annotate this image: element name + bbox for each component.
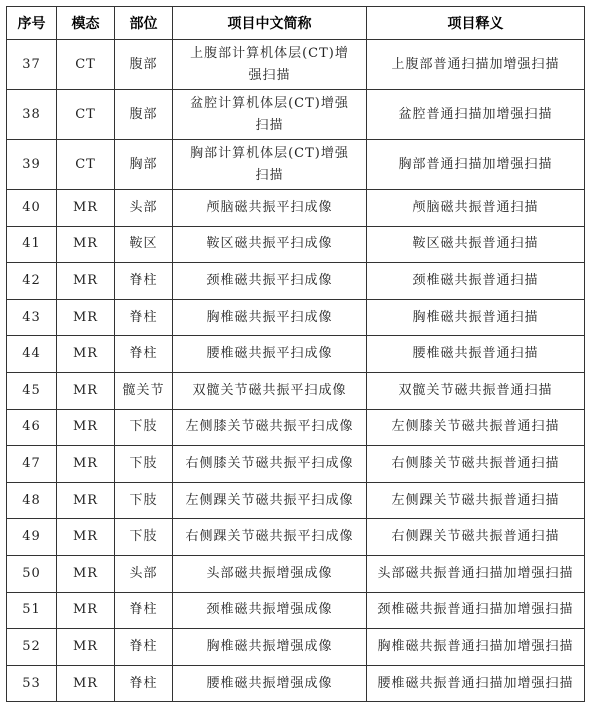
- table-row: [7, 299, 585, 336]
- cell-desc: 腰椎磁共振普通扫描加增强扫描: [367, 665, 585, 702]
- cell-desc: 右侧膝关节磁共振普通扫描: [367, 446, 585, 483]
- cell-no: 51: [7, 592, 57, 629]
- table-row: [7, 665, 585, 702]
- cell-part: 头部: [115, 190, 173, 227]
- cell-name: [173, 90, 367, 140]
- table-row: [7, 482, 585, 519]
- cell-no: 48: [7, 482, 57, 519]
- cell-name: 腰椎磁共振增强成像: [173, 665, 367, 702]
- cell-desc: 左侧踝关节磁共振普通扫描: [367, 482, 585, 519]
- cell-desc: 胸椎磁共振普通扫描: [367, 299, 585, 336]
- table-row: [7, 629, 585, 666]
- table-row: [7, 40, 585, 90]
- cell-no: 42: [7, 263, 57, 300]
- cell-name: 颈椎磁共振平扫成像: [173, 263, 367, 300]
- cell-name: 颈椎磁共振增强成像: [173, 592, 367, 629]
- cell-name: [173, 140, 367, 190]
- cell-name: 胸椎磁共振平扫成像: [173, 299, 367, 336]
- cell-part: 下肢: [115, 409, 173, 446]
- cell-desc: 腰椎磁共振普通扫描: [367, 336, 585, 373]
- cell-part: 鞍区: [115, 226, 173, 263]
- cell-name: 头部磁共振增强成像: [173, 555, 367, 592]
- exam-items-table: [6, 6, 585, 702]
- cell-part: 脊柱: [115, 299, 173, 336]
- cell-part: 腹部: [115, 90, 173, 140]
- cell-part: 下肢: [115, 482, 173, 519]
- cell-part: 腹部: [115, 40, 173, 90]
- cell-modality: MR: [57, 336, 115, 373]
- cell-name-text: 上腹部计算机体层(CT)增强扫描: [190, 45, 349, 83]
- cell-modality: MR: [57, 372, 115, 409]
- table-row: [7, 140, 585, 190]
- cell-part: 头部: [115, 555, 173, 592]
- table-row: [7, 446, 585, 483]
- cell-part: 脊柱: [115, 629, 173, 666]
- cell-no: 49: [7, 519, 57, 556]
- cell-desc: 颈椎磁共振普通扫描加增强扫描: [367, 592, 585, 629]
- cell-desc: 胸部普通扫描加增强扫描: [367, 140, 585, 190]
- table-row: [7, 90, 585, 140]
- cell-name: 左侧踝关节磁共振平扫成像: [173, 482, 367, 519]
- cell-modality: MR: [57, 190, 115, 227]
- table-row: [7, 336, 585, 373]
- cell-no: 50: [7, 555, 57, 592]
- cell-name: 颅脑磁共振平扫成像: [173, 190, 367, 227]
- cell-desc: 左侧膝关节磁共振普通扫描: [367, 409, 585, 446]
- cell-desc: 上腹部普通扫描加增强扫描: [367, 40, 585, 90]
- cell-desc: 颅脑磁共振普通扫描: [367, 190, 585, 227]
- cell-modality: MR: [57, 519, 115, 556]
- cell-part: 脊柱: [115, 592, 173, 629]
- header-row: [7, 7, 585, 40]
- cell-desc: 头部磁共振普通扫描加增强扫描: [367, 555, 585, 592]
- cell-desc: 颈椎磁共振普通扫描: [367, 263, 585, 300]
- cell-modality: MR: [57, 592, 115, 629]
- cell-name-text: 盆腔计算机体层(CT)增强扫描: [190, 95, 349, 133]
- cell-part: 髋关节: [115, 372, 173, 409]
- cell-modality: MR: [57, 446, 115, 483]
- cell-no: 38: [7, 90, 57, 140]
- cell-modality: MR: [57, 482, 115, 519]
- cell-modality: MR: [57, 299, 115, 336]
- cell-modality: MR: [57, 665, 115, 702]
- cell-no: 44: [7, 336, 57, 373]
- cell-part: 下肢: [115, 446, 173, 483]
- cell-part: 脊柱: [115, 665, 173, 702]
- cell-no: 53: [7, 665, 57, 702]
- table-row: [7, 409, 585, 446]
- cell-no: 39: [7, 140, 57, 190]
- cell-desc: 右侧踝关节磁共振普通扫描: [367, 519, 585, 556]
- table-row: [7, 592, 585, 629]
- cell-no: 46: [7, 409, 57, 446]
- table-row: [7, 263, 585, 300]
- cell-modality: CT: [57, 40, 115, 90]
- header-desc: 项目释义: [367, 7, 585, 40]
- table-row: [7, 555, 585, 592]
- cell-name: 腰椎磁共振平扫成像: [173, 336, 367, 373]
- header-name: 项目中文简称: [173, 7, 367, 40]
- cell-part: 脊柱: [115, 336, 173, 373]
- table-row: [7, 372, 585, 409]
- cell-desc: 胸椎磁共振普通扫描加增强扫描: [367, 629, 585, 666]
- cell-desc: 盆腔普通扫描加增强扫描: [367, 90, 585, 140]
- cell-no: 40: [7, 190, 57, 227]
- cell-modality: MR: [57, 263, 115, 300]
- cell-desc: 双髋关节磁共振普通扫描: [367, 372, 585, 409]
- cell-name: 右侧膝关节磁共振平扫成像: [173, 446, 367, 483]
- cell-name: 胸椎磁共振增强成像: [173, 629, 367, 666]
- cell-no: 52: [7, 629, 57, 666]
- cell-no: 41: [7, 226, 57, 263]
- cell-no: 47: [7, 446, 57, 483]
- cell-modality: MR: [57, 409, 115, 446]
- cell-name: [173, 40, 367, 90]
- table-row: [7, 226, 585, 263]
- cell-name: 鞍区磁共振平扫成像: [173, 226, 367, 263]
- cell-no: 43: [7, 299, 57, 336]
- cell-modality: MR: [57, 629, 115, 666]
- cell-modality: MR: [57, 226, 115, 263]
- cell-no: 45: [7, 372, 57, 409]
- cell-modality: CT: [57, 140, 115, 190]
- header-modality: 模态: [57, 7, 115, 40]
- cell-part: 胸部: [115, 140, 173, 190]
- header-no: 序号: [7, 7, 57, 40]
- header-part: 部位: [115, 7, 173, 40]
- cell-no: 37: [7, 40, 57, 90]
- table-row: [7, 190, 585, 227]
- cell-name: 左侧膝关节磁共振平扫成像: [173, 409, 367, 446]
- cell-name: 双髋关节磁共振平扫成像: [173, 372, 367, 409]
- cell-modality: MR: [57, 555, 115, 592]
- cell-name: 右侧踝关节磁共振平扫成像: [173, 519, 367, 556]
- table-row: [7, 519, 585, 556]
- cell-modality: CT: [57, 90, 115, 140]
- cell-name-text: 胸部计算机体层(CT)增强扫描: [190, 145, 349, 183]
- cell-part: 下肢: [115, 519, 173, 556]
- cell-part: 脊柱: [115, 263, 173, 300]
- cell-desc: 鞍区磁共振普通扫描: [367, 226, 585, 263]
